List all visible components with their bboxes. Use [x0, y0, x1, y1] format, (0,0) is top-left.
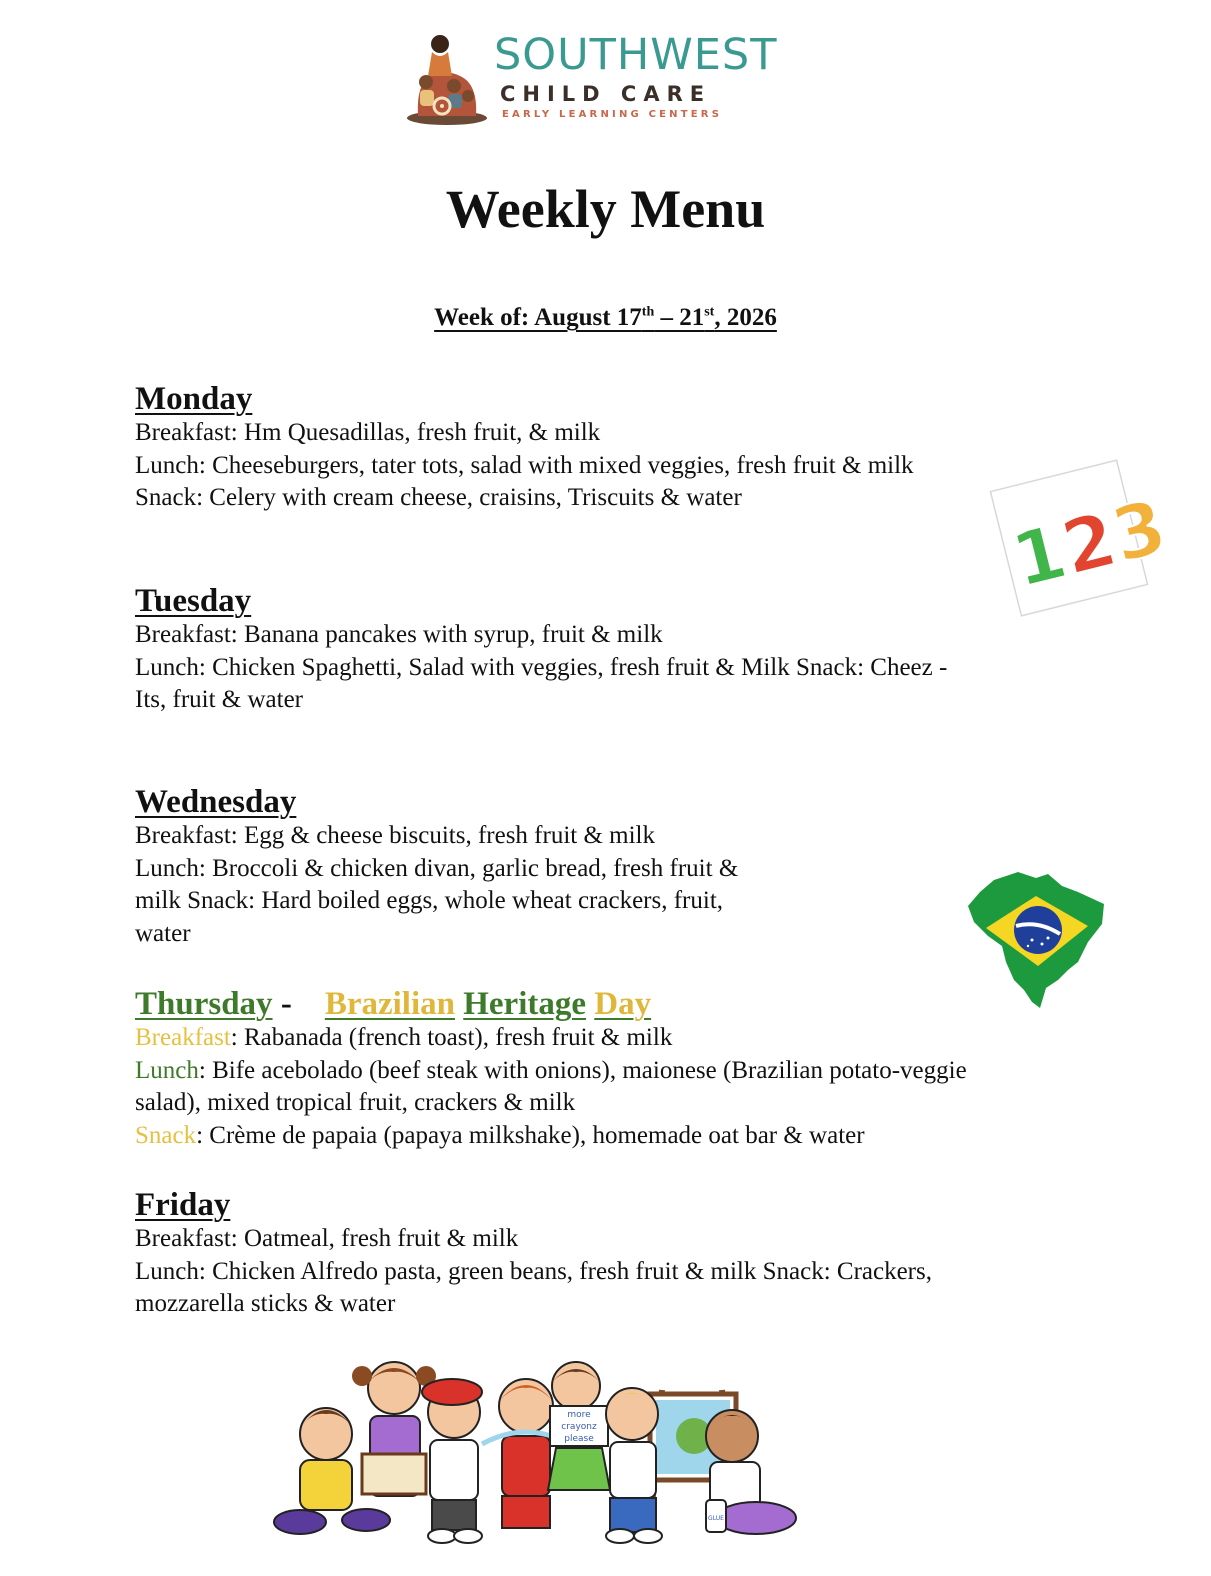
thursday-breakfast-text: : Rabanada (french toast), fresh fruit & milk: [230, 1024, 673, 1052]
friday-lunch-line1: Lunch: Chicken Alfredo pasta, green beans, fresh fruit & milk Snack: Crackers,: [135, 1257, 932, 1285]
thursday-breakfast: [135, 1022, 1065, 1055]
week-prefix: Week of: August 17: [434, 304, 642, 331]
week-middle: – 21: [654, 304, 705, 331]
wednesday-lunch-line3: water: [135, 919, 191, 947]
wednesday-lunch-line1: Lunch: Broccoli & chicken divan, garlic bread, fresh fruit &: [135, 854, 739, 882]
page-title: Weekly Menu: [445, 179, 766, 239]
thursday-breakfast-label: Breakfast: [135, 1024, 231, 1052]
tuesday-lunch-line1: Lunch: Chicken Spaghetti, Salad with veggies, fresh fruit & Milk Snack: Cheez -: [135, 653, 948, 681]
thursday-lunch-line1: [135, 1055, 1065, 1088]
heritage-word-heritage: Heritage: [463, 986, 587, 1022]
kids-group-clipart: [270, 1350, 830, 1550]
wednesday-breakfast: Breakfast: Egg & cheese biscuits, fresh fruit & milk: [135, 822, 656, 850]
thursday-snack-label: Snack: [135, 1121, 197, 1149]
kid-blond-painter: [606, 1388, 662, 1543]
kid-girl-with-sign: [548, 1362, 610, 1490]
friday-lunch-line2: mozzarella sticks & water: [135, 1290, 396, 1318]
tuesday-breakfast: Breakfast: Banana pancakes with syrup, fruit & milk: [135, 621, 663, 649]
tuesday-lunch-line2: Its, fruit & water: [135, 686, 304, 714]
heritage-word-day: Day: [594, 986, 652, 1022]
monday-snack: Snack: Celery with cream cheese, craisins, Triscuits & water: [135, 484, 742, 512]
day-wednesday: [135, 784, 1065, 950]
week-sup-th: th: [641, 304, 655, 320]
logo-child-care: CHILD CARE: [500, 82, 712, 106]
sign-line3: please: [564, 1434, 594, 1444]
kid-sitting-right: [706, 1410, 796, 1534]
thursday-snack-text: : Crème de papaia (papaya milkshake), homemade oat bar & water: [196, 1121, 865, 1149]
monday-lunch: Lunch: Cheeseburgers, tater tots, salad with mixed veggies, fresh fruit & milk: [135, 451, 914, 479]
thursday-dash: -: [272, 986, 325, 1022]
kid-red-beret: [422, 1379, 482, 1543]
logo-southwest: SOUTHWEST: [494, 30, 778, 80]
thursday-lunch-label: Lunch: [135, 1056, 199, 1084]
family-figures-icon: [404, 30, 490, 126]
day-friday: [135, 1187, 1065, 1321]
digit-one: 1: [1004, 508, 1075, 605]
thursday-snack: [135, 1120, 1065, 1153]
thursday-lunch-text-line1: : Bife acebolado (beef steak with onions), maionese (Brazilian potato-veggie: [198, 1056, 967, 1084]
day-heading-wednesday: Wednesday: [135, 784, 297, 820]
numbers-123-clipart: [986, 456, 1175, 620]
digit-three: 3: [1103, 483, 1175, 580]
week-suffix: , 2026: [714, 304, 777, 331]
day-tuesday: [135, 583, 1065, 717]
day-heading-monday: Monday: [135, 381, 253, 417]
thursday-name: Thursday: [135, 986, 273, 1022]
kid-pigtails: [352, 1362, 436, 1496]
logo-early-learning: EARLY LEARNING CENTERS: [502, 109, 723, 120]
digit-two: 2: [1053, 496, 1125, 593]
friday-breakfast: Breakfast: Oatmeal, fresh fruit & milk: [135, 1225, 519, 1253]
day-heading-tuesday: Tuesday: [135, 583, 252, 619]
day-heading-friday: Friday: [135, 1187, 231, 1223]
week-sup-st: st: [704, 304, 715, 320]
week-of-heading: [0, 304, 1211, 332]
monday-breakfast: Breakfast: Hm Quesadillas, fresh fruit, & milk: [135, 419, 601, 447]
brazil-flag-map-icon: [966, 866, 1108, 1012]
heritage-word-brazilian: Brazilian: [324, 986, 455, 1022]
day-thursday: [135, 986, 1065, 1152]
sign-line2: crayonz: [561, 1422, 597, 1432]
day-monday: [135, 381, 1065, 515]
thursday-lunch-line2: salad), mixed tropical fruit, crackers & milk: [135, 1089, 576, 1117]
wednesday-lunch-line2: milk Snack: Hard boiled eggs, whole wheat crackers, fruit,: [135, 887, 724, 915]
logo: [404, 28, 778, 128]
day-heading-thursday: [135, 986, 1065, 1022]
sign-line1: more: [567, 1410, 591, 1420]
glue-label: GLUE: [708, 1515, 724, 1522]
